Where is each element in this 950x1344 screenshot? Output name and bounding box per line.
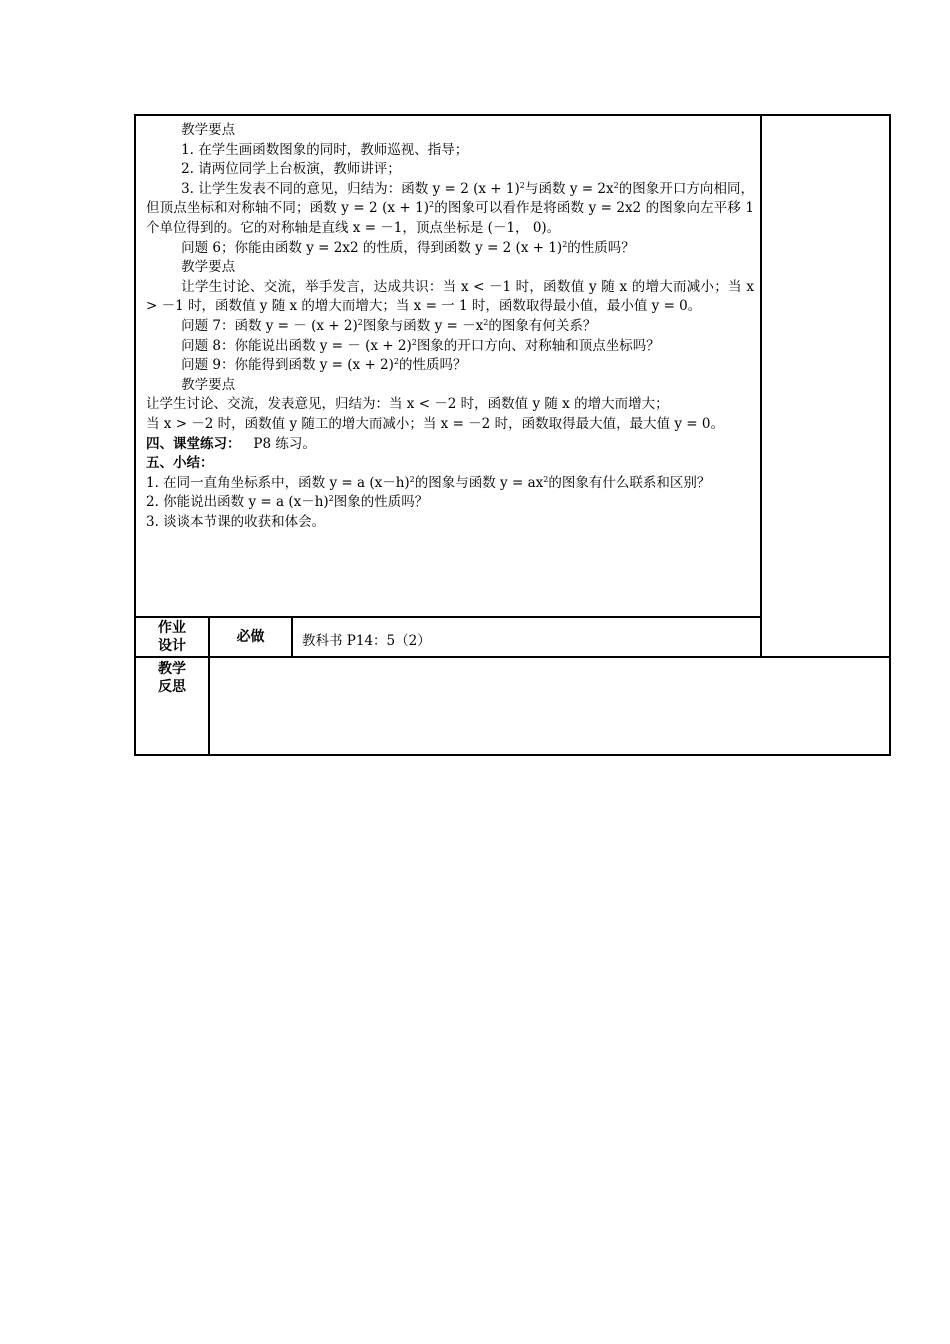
text-line: 2. 请两位同学上台板演，教师讲评； (181, 161, 401, 178)
section-heading: 四、课堂练习： (146, 435, 241, 452)
divider-reflection-top (136, 656, 891, 658)
divider-right-column (760, 116, 762, 658)
teaching-content (146, 121, 754, 532)
homework-text: 教科书 P14：5（2） (302, 633, 431, 649)
divider-homework-top (136, 616, 762, 618)
text-line: 教学要点 (181, 122, 236, 138)
homework-label: 作业 设计 (158, 620, 186, 654)
reflection-label: 教学 反思 (158, 661, 186, 695)
lesson-plan-table (134, 114, 891, 756)
divider-type-column (291, 616, 293, 658)
question-6: 问题 6；你能由函数 y = 2x2 的性质，得到函数 y = 2 $(x + 1)^2$的性质吗？ (181, 239, 635, 256)
text-paragraph: 让学生讨论、交流，发表意见，归结为：当 x < －2 时，函数值 y 随 x 的增大而增大； (146, 396, 669, 413)
summary-3: 3. 谈谈本节课的收获和体会。 (146, 513, 326, 530)
question-9: 问题 9：你能得到函数 $y = (x + 2)^2$的性质吗？ (181, 357, 467, 374)
text-line: 教学要点 (181, 376, 236, 393)
question-7: 问题 7：函数 y = － $(x + 2)^2$图象与函数 $y = -x^2$的图象有何关系？ (181, 317, 597, 334)
text-paragraph: 当 x > －2 时，函数值 y 随工的增大而减小；当 x = －2 时，函数取得最大值，最大值 y = 0。 (146, 415, 724, 432)
text-paragraph: 3. 让学生发表不同的意见，归结为：函数 y = 2 $(x + 1)^2$与函数 $y = 2x^2$的图象开口方向相同，但顶点坐标和对称轴不同；函数 y = 2 $(x + 1)^2$的图象可以看作是将函数 y = 2x2 的图象向左平移 1 个单位得到的。它的对称轴是直线 x = －1，顶点坐标是 (－1， 0)。 (146, 180, 755, 236)
text-line: 1. 在学生画函数图象的同时，教师巡视、指导； (181, 141, 469, 158)
question-8: 问题 8：你能说出函数 y = － $(x + 2)^2$图象的开口方向、对称轴和顶点坐标吗？ (181, 337, 660, 354)
text-paragraph: 让学生讨论、交流，举手发言，达成共识：当 x < －1 时，函数值 y 随 x 的增大而减小；当 x > －1 时，函数值 y 随 x 的增大而增大；当 x = 一 1 时，函数取得最小值，最小值 y = 0。 (146, 278, 754, 315)
summary-1: 1. 在同一直角坐标系中，函数 y = a $(x-h)^2$的图象与函数 $y = ax^2$的图象有什么联系和区别？ (146, 474, 711, 491)
text-line: 教学要点 (181, 259, 236, 276)
practice-line: 四、课堂练习： P8 练习。 (146, 435, 316, 452)
summary-2: 2. 你能说出函数 y = a $(x-h)^2$图象的性质吗？ (146, 494, 429, 511)
section-heading: 五、小结： (146, 455, 214, 472)
homework-type: 必做 (236, 629, 265, 645)
